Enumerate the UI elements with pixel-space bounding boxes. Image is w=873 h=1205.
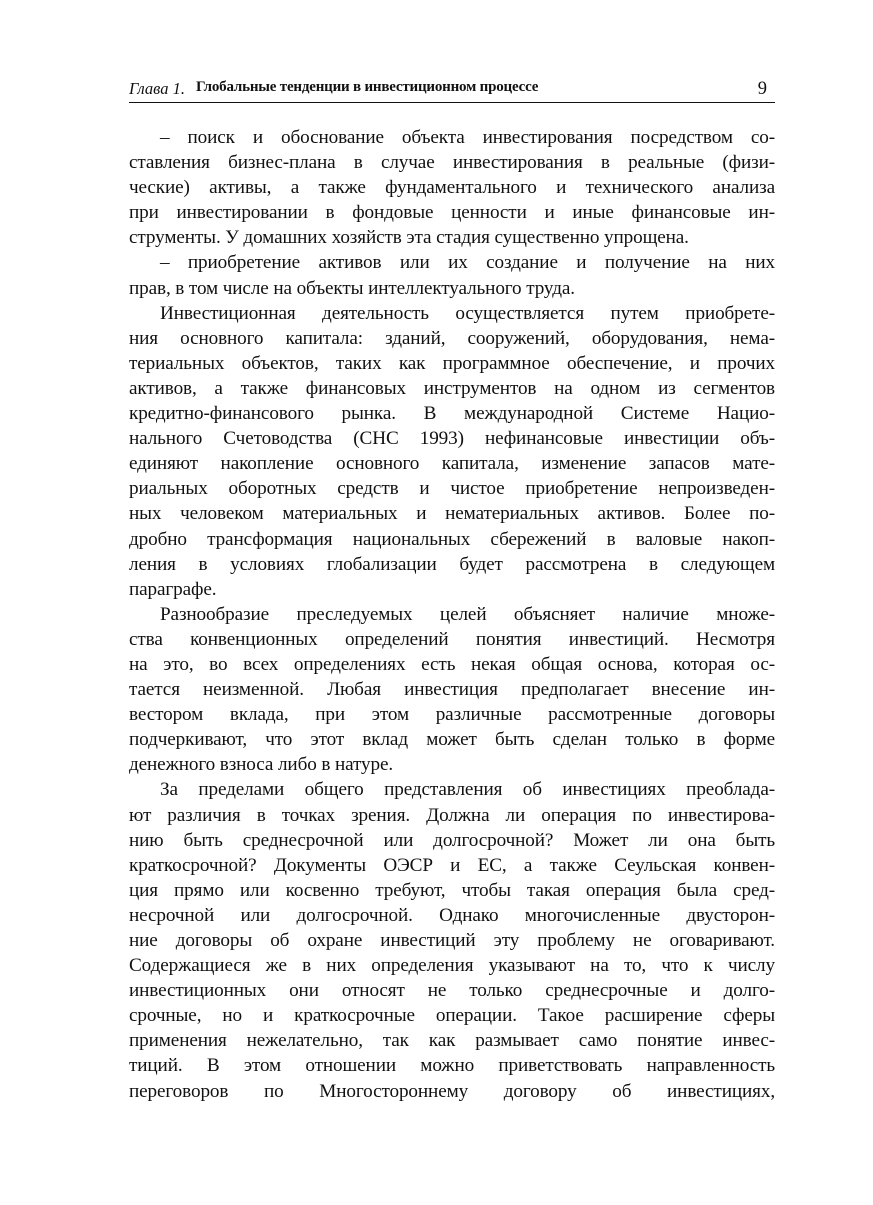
text-line: срочные, но и краткосрочные операции. Такое расширение сферы (129, 1005, 775, 1027)
text-line: тается неизменной. Любая инвестиция предполагает внесение ин- (129, 679, 775, 701)
text-line: струменты. У домашних хозяйств эта стадия существенно упрощена. (129, 227, 689, 249)
text-line: ния основного капитала: зданий, сооружений, оборудования, нема- (129, 327, 775, 349)
chapter-title: Глобальные тенденции в инвестиционном процессе (196, 79, 539, 95)
text-line: прав, в том числе на объекты интеллектуального труда. (129, 277, 575, 299)
text-line: нального Счетоводства (СНС 1993) нефинансовые инвестиции объ- (129, 428, 775, 450)
text-line: ние договоры об охране инвестиций эту проблему не оговаривают. (129, 930, 775, 951)
running-header (129, 76, 775, 103)
paragraph (129, 125, 775, 250)
text-line: активов, а также финансовых инструментов на одном из сегментов (129, 377, 775, 399)
text-line: ческие) активы, а также фундаментального и технического анализа (129, 177, 775, 199)
text-line: параграфе. (129, 578, 217, 600)
text-line: при инвестировании в фондовые ценности и иные финансовые ин- (129, 202, 775, 224)
text-line: на это, во всех определениях есть некая общая основа, которая ос- (129, 653, 775, 675)
text-line: применения нежелательно, так как размывает само понятие инвес- (129, 1030, 775, 1052)
text-line: териальных объектов, таких как программное обеспечение, и прочих (129, 352, 775, 374)
text-line: ставления бизнес-плана в случае инвестирования в реальные (физи- (129, 152, 775, 174)
text-line: ных человеком материальных и нематериальных активов. Более по- (129, 503, 775, 525)
paragraph (129, 250, 775, 300)
text-line: риальных оборотных средств и чистое приобретение непроизведен- (129, 478, 775, 500)
paragraph (129, 602, 775, 778)
text-line: – приобретение активов или их создание и получение на них (160, 252, 775, 274)
text-line: нию быть среднесрочной или долгосрочной? Может ли она быть (129, 829, 775, 851)
chapter-label: Глава 1. (129, 79, 185, 98)
paragraph (129, 777, 775, 1103)
text-line: дробно трансформация национальных сбережений в валовые накоп- (129, 528, 775, 550)
text-line: переговоров по Многостороннему договору об инвестициях, (129, 1080, 775, 1102)
text-line: краткосрочной? Документы ОЭСР и ЕС, а также Сеульская конвен- (129, 854, 775, 876)
text-line: ция прямо или косвенно требуют, чтобы такая операция была сред- (129, 879, 775, 901)
text-line: Содержащиеся же в них определения указывают на то, что к числу (129, 955, 775, 977)
page-number: 9 (757, 79, 767, 99)
paragraph (129, 301, 775, 602)
text-line: единяют накопление основного капитала, изменение запасов мате- (129, 453, 775, 475)
text-line: Инвестиционная деятельность осуществляется путем приобрете- (160, 302, 775, 324)
text-line: несрочной или долгосрочной. Однако многочисленные двусторон- (129, 904, 775, 926)
text-line: вестором вклада, при этом различные рассмотренные договоры (129, 704, 775, 726)
text-line: денежного взноса либо в натуре. (129, 754, 394, 776)
text-line: ления в условиях глобализации будет рассмотрена в следующем (129, 553, 775, 575)
text-line: кредитно-финансового рынка. В международной Системе Нацио- (129, 403, 775, 425)
text-line: тиций. В этом отношении можно приветствовать направленность (129, 1055, 775, 1077)
text-line: ства конвенционных определений понятия инвестиций. Несмотря (129, 628, 775, 650)
text-line: Разнообразие преследуемых целей объясняет наличие множе- (160, 603, 775, 625)
body-text (129, 125, 775, 1104)
text-line: подчеркивают, что этот вклад может быть сделан только в форме (129, 729, 775, 751)
text-line: – поиск и обоснование объекта инвестирования посредством со- (160, 127, 775, 148)
text-line: ют различия в точках зрения. Должна ли операция по инвестирова- (129, 804, 775, 826)
text-line: инвестиционных они относят не только среднесрочные и долго- (129, 980, 775, 1002)
text-line: За пределами общего представления об инвестициях преоблада- (160, 779, 775, 801)
